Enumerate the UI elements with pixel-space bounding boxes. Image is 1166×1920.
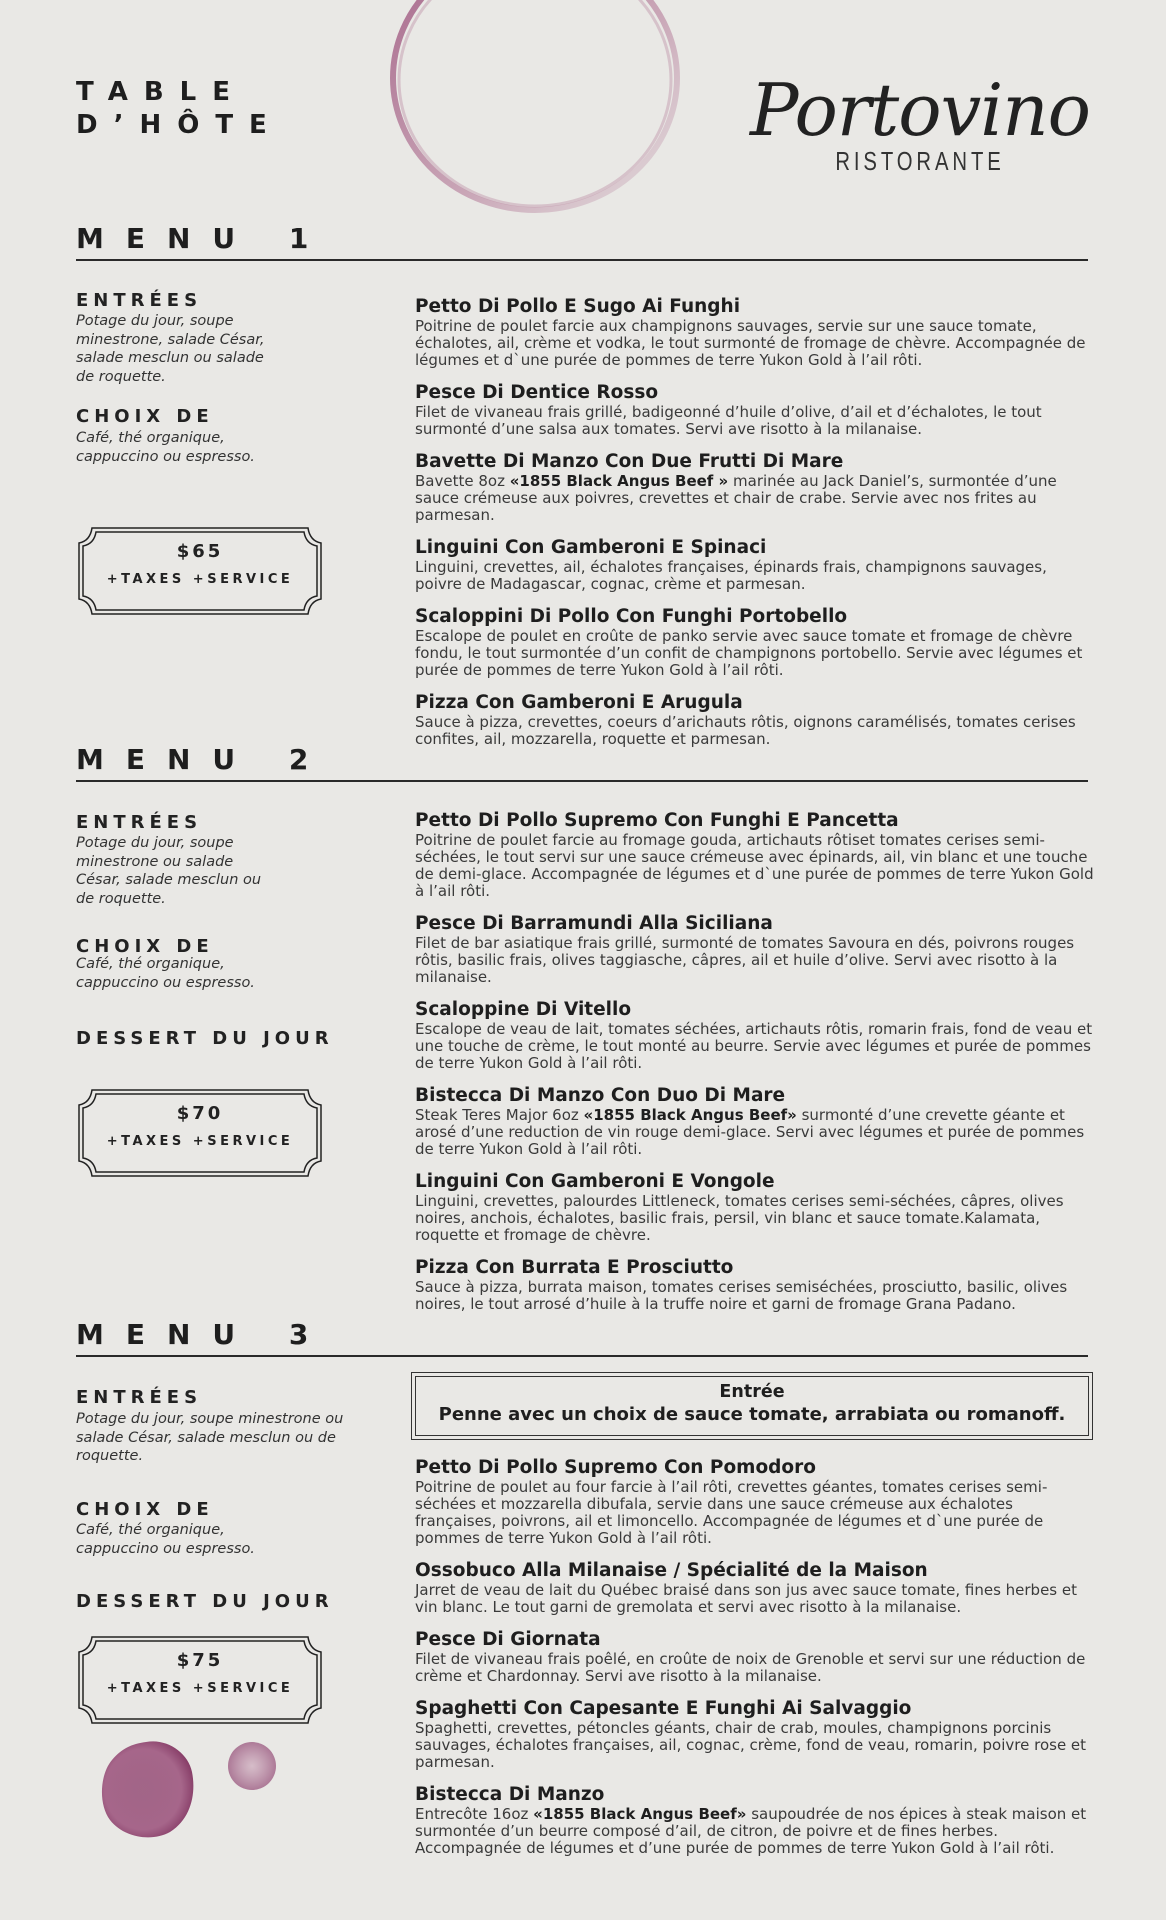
menu-3-dish-3 <box>415 1629 1095 1685</box>
menu-3-dish-4 <box>415 1698 1095 1771</box>
dish-name: Petto Di Pollo E Sugo Ai Funghi <box>415 296 741 317</box>
menu-3-dish-5 <box>415 1784 1095 1857</box>
dish-description: Filet de bar asiatique frais grillé, surmonté de tomates Savoura en dés, poivrons rouges rôtis, basilic frais, olives taggiasche, câpres, ail et huile d’olive. Servi avec risotto à la milanaise. <box>415 934 1075 986</box>
menu-2-entrees-text: Potage du jour, soupe minestrone ou salade César, salade mesclun ou de roquette. <box>76 835 262 907</box>
dish-description: Escalope de veau de lait, tomates séchées, artichauts rôtis, romarin frais, fond de veau et une touche de crème, le tout monté au beurre. Servie avec légumes et purée de pommes de terre Yukon Gold à l’ail rôti. <box>415 1020 1093 1072</box>
menu-2-dish-3 <box>415 999 1095 1072</box>
menu-1-heading: MENU 1 <box>76 222 331 255</box>
dish-description: Entrecôte 16oz «1855 Black Angus Beef» saupoudrée de nos épices à steak maison et surmontée d’un beurre composé d’ail, de citron, de poivre et de fines herbes. Accompagnée de légumes et d’une purée de pommes de terre Yukon Gold à l’ail rôti. <box>415 1805 1087 1857</box>
wine-ring-stain <box>380 0 690 250</box>
menu-3-dessert-label: DESSERT DU JOUR <box>76 1591 334 1612</box>
dish-name: Linguini Con Gamberoni E Vongole <box>415 1171 775 1192</box>
entree-box-title: Entrée <box>719 1382 785 1402</box>
menu-1-dish-1 <box>415 296 1095 369</box>
dish-description: Linguini, crevettes, palourdes Littleneck, tomates cerises semi-séchées, câpres, olives noires, anchois, échalotes, basilic frais, persil, vin blanc et sauce tomate.Kalamata, roquette et fromage de chèvre. <box>415 1192 1064 1244</box>
menu-2-dish-5 <box>415 1171 1095 1244</box>
dish-description: Jarret de veau de lait du Québec braisé dans son jus avec sauce tomate, fines herbes et vin blanc. Le tout garni de gremolata et servi avec risotto à la milanaise. <box>415 1581 1077 1616</box>
menu-3-price-sub: +TAXES +SERVICE <box>106 1681 294 1696</box>
menu-1-choix-text: Café, thé organique, cappuccino ou espresso. <box>76 430 255 465</box>
dish-name: Pesce Di Giornata <box>415 1629 601 1650</box>
menu-2-dish-4 <box>415 1085 1095 1158</box>
dish-name: Scaloppine Di Vitello <box>415 999 632 1020</box>
menu-2-dish-6 <box>415 1257 1095 1313</box>
dish-description: Poitrine de poulet farcie au fromage gouda, artichauts rôtiset tomates cerises semi-séchées, le tout servi sur une sauce crémeuse avec épinards, ail, vin blanc et une touche de demi-glace. Accompagnée de légumes et d`une purée de pommes de terre Yukon Gold à l’ail rôti. <box>415 831 1094 900</box>
dish-description: Linguini, crevettes, ail, échalotes françaises, épinards frais, champignons sauvages, poivre de Madagascar, cognac, crème et parmesan. <box>415 558 1047 593</box>
entree-box-text: Penne avec un choix de sauce tomate, arrabiata ou romanoff. <box>438 1404 1066 1425</box>
menu-2-choix-label: CHOIX DE <box>76 936 214 957</box>
dish-name: Bistecca Di Manzo <box>415 1784 605 1805</box>
dish-name: Pesce Di Dentice Rosso <box>415 382 659 403</box>
wine-drop-stain <box>96 1734 286 1846</box>
dish-name: Petto Di Pollo Supremo Con Funghi E Pancetta <box>415 810 899 831</box>
brand-subtitle: RISTORANTE <box>835 146 1005 176</box>
menu-1-dish-3 <box>415 451 1095 524</box>
dish-name: Scaloppini Di Pollo Con Funghi Portobello <box>415 606 848 627</box>
menu-3-divider <box>76 1355 1088 1357</box>
menu-1-price-sub: +TAXES +SERVICE <box>106 572 294 587</box>
dish-description: Poitrine de poulet au four farcie à l’ail rôti, crevettes géantes, tomates cerises semi-séchées et mozzarella dibufala, servie dans une sauce crémeuse aux échalotes françaises, poivrons, ail et limoncello. Accompagnée de légumes et d`une purée de pommes de terre Yukon Gold à l’ail rôti. <box>415 1478 1048 1547</box>
dish-name: Spaghetti Con Capesante E Funghi Ai Salvaggio <box>415 1698 912 1719</box>
title-line-2: D’HÔTE <box>76 110 283 140</box>
menu-2-dish-1 <box>415 810 1095 900</box>
brand-logo <box>750 70 1090 177</box>
menu-1-dish-4 <box>415 537 1095 593</box>
menu-3-entrees-label: ENTRÉES <box>76 1387 203 1408</box>
dish-description: Spaghetti, crevettes, pétoncles géants, chair de crab, moules, champignons porcinis sauvages, échalotes françaises, ail, cognac, crème, fond de veau, romarin, poivre rose et parmesan. <box>415 1719 1087 1771</box>
dish-name: Petto Di Pollo Supremo Con Pomodoro <box>415 1457 816 1478</box>
menu-2-price-sub: +TAXES +SERVICE <box>106 1134 294 1149</box>
dish-name: Bavette Di Manzo Con Due Frutti Di Mare <box>415 451 844 472</box>
dish-name: Ossobuco Alla Milanaise / Spécialité de la Maison <box>415 1560 928 1581</box>
menu-1-choix-label: CHOIX DE <box>76 406 214 427</box>
menu-1-dish-6 <box>415 692 1095 748</box>
dish-description: Sauce à pizza, crevettes, coeurs d’arichauts rôtis, oignons caramélisés, tomates cerises confites, ail, mozzarella, roquette et parmesan. <box>415 713 1076 748</box>
dish-description: Sauce à pizza, burrata maison, tomates cerises semiséchées, prosciutto, basilic, olives noires, le tout arrosé d’huile à la truffe noire et garni de fromage Grana Padano. <box>415 1278 1068 1313</box>
dish-name: Bistecca Di Manzo Con Duo Di Mare <box>415 1085 786 1106</box>
dish-description: Escalope de poulet en croûte de panko servie avec sauce tomate et fromage de chèvre fondu, le tout surmontée d’un confit de champignons portobello. Servie avec légumes et purée de pommes de terre Yukon Gold à l’ail rôti. <box>415 627 1083 679</box>
menu-3-dish-1 <box>415 1457 1095 1547</box>
dish-description: Bavette 8oz «1855 Black Angus Beef » marinée au Jack Daniel’s, surmontée d’une sauce crémeuse aux poivres, crevettes et chair de crabe. Servie avec nos frites au parmesan. <box>415 472 1057 524</box>
menu-2-heading: MENU 2 <box>76 743 331 776</box>
menu-1-price: $65 <box>176 541 224 562</box>
brand-script: Portovino <box>750 68 1090 152</box>
menu-1-divider <box>76 259 1088 261</box>
dish-name: Pizza Con Burrata E Prosciutto <box>415 1257 734 1278</box>
menu-2-divider <box>76 780 1088 782</box>
menu-2-price-badge <box>78 1089 322 1177</box>
menu-2-dish-2 <box>415 913 1095 986</box>
menu-3-entrees-text: Potage du jour, soupe minestrone ou salade César, salade mesclun ou de roquette. <box>76 1411 344 1464</box>
menu-2-dessert-label: DESSERT DU JOUR <box>76 1028 334 1049</box>
menu-3-dish-2 <box>415 1560 1095 1616</box>
menu-3-entree-box <box>415 1376 1089 1436</box>
menu-1-entrees-text: Potage du jour, soupe minestrone, salade César, salade mesclun ou salade de roquette. <box>76 313 265 385</box>
menu-3-choix-label: CHOIX DE <box>76 1499 214 1520</box>
dish-description: Poitrine de poulet farcie aux champignons sauvages, servie sur une sauce tomate, échalotes, ail, crème et vodka, le tout surmonté de fromage de chèvre. Accompagnée de légumes et d`une purée de pommes de terre Yukon Gold à l’ail rôti. <box>415 317 1086 369</box>
menu-1-dish-5 <box>415 606 1095 679</box>
menu-3-heading: MENU 3 <box>76 1318 331 1351</box>
dish-name: Linguini Con Gamberoni E Spinaci <box>415 537 767 558</box>
menu-2-choix-text: Café, thé organique, cappuccino ou espresso. <box>76 956 255 991</box>
menu-1-entrees-label: ENTRÉES <box>76 290 203 311</box>
table-dhote-title <box>76 76 283 142</box>
title-line-1: TABLE <box>76 77 246 107</box>
dish-description: Filet de vivaneau frais grillé, badigeonné d’huile d’olive, d’ail et d’échalotes, le tout surmonté d’une salsa aux tomates. Servi ave risotto à la milanaise. <box>415 403 1042 438</box>
dish-description: Steak Teres Major 6oz «1855 Black Angus Beef» surmonté d’une crevette géante et arosé d’une reduction de vin rouge demi-glace. Servi avec légumes et purée de pommes de terre Yukon Gold à l’ail rôti. <box>415 1106 1085 1158</box>
menu-2-price: $70 <box>176 1103 224 1124</box>
dish-name: Pesce Di Barramundi Alla Siciliana <box>415 913 773 934</box>
menu-3-price: $75 <box>176 1650 224 1671</box>
menu-2-entrees-label: ENTRÉES <box>76 812 203 833</box>
menu-1-price-badge <box>78 527 322 615</box>
dish-description: Filet de vivaneau frais poêlé, en croûte de noix de Grenoble et servi sur une réduction de crème et Chardonnay. Servi ave risotto à la milanaise. <box>415 1650 1086 1685</box>
dish-name: Pizza Con Gamberoni E Arugula <box>415 692 743 713</box>
menu-1-dish-2 <box>415 382 1095 438</box>
menu-3-choix-text: Café, thé organique, cappuccino ou espresso. <box>76 1522 255 1557</box>
menu-3-price-badge <box>78 1636 322 1724</box>
